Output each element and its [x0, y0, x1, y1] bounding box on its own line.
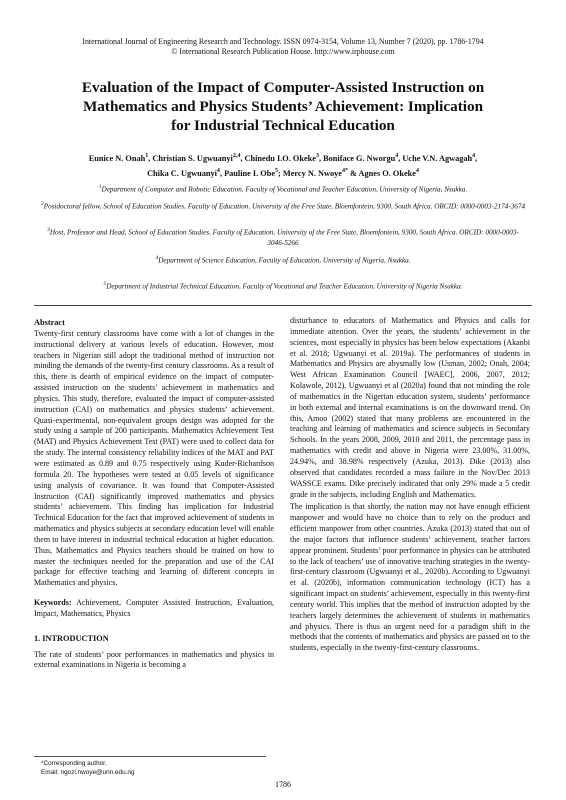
keywords — [34, 598, 274, 620]
left-column — [34, 318, 274, 671]
author-list — [40, 150, 526, 180]
abstract-body: Twenty-first century classrooms have come with a lot of changes in the instructional delivery at various levels of education. However, most teachers in Nigerian still adopt the traditional method of instruction not minding the demands of the twenty-first century classrooms. As a result of this, there is dearth of empirical evidence on the impact of computer-assisted instruction on the students’ achievement in mathematics and physics. This study, therefore, evaluated the impact of computer-assisted instruction (CAI) on mathematics and physics students’ achievement. Quasi-experimental, non-equivalent groups design was adopted for the study using a sample of 200 participants. Mathematics Achievement Test (MAT) and Physics Achievement Test (PAT) were used to collect data for the study. The internal consistency reliability indices of the MAT and PAT were estimated as 0.89 and 0.75 respectively using Kuder-Richardson formula 20. The hypotheses were tested at 0.05 levels of significance using analysis of covariance. It was found that Computer-Assisted Instruction (CAI) significantly improved mathematics and physics students’ achievement. This finding has implication for Industrial Technical Education for the fact that improved achievement of students in mathematics and physics subjects at secondary education level will enable them to have interest in industrial technical education at higher education. Thus, Mathematics and Physics teachers should be trained on how to master the techniques needed for the preparation and use of the CAI package for effective teaching and learning of different concepts in Mathematics and physics. — [34, 328, 275, 588]
affiliation-1: $^1$Department of Computer and Robotic Education, Faculty of Vocational and Teacher Education, University of Nigeria, Nsukka. — [98, 184, 468, 194]
introduction-heading: 1. INTRODUCTION — [34, 633, 109, 643]
affiliation-2: $^2$Postdoctoral fellow, School of Education Studies, Faculty of Education, University of the Free State, Bloemfontein, 9300, South Africa. ORCID: 0000-0003-2174-3674 — [40, 201, 526, 211]
author: Chinedu I.O. Okeke$^3$, — [244, 153, 324, 163]
footnote-divider — [34, 756, 266, 757]
journal-header-line2: © International Research Publication House. http://www.irphouse.com — [171, 47, 395, 56]
author: Pauline I. Obe$^5$; — [224, 167, 283, 178]
corresponding-email: Email: ngozi.nwoye@unn.edu.ng — [41, 769, 135, 776]
author: Christian S. Ugwuanyi$^{2,4}$, — [152, 153, 245, 163]
keywords-text: Achievement, Computer Assisted Instruction, Evaluation, Impact, Mathematics, Physics — [34, 598, 274, 618]
page-number: 1786 — [275, 780, 291, 789]
introduction-paragraph-1-continued: disturbance to educators of Mathematics and Physics and calls for immediate attention. Over the years, the students’ achievement in the sciences, most especially in physics has been below expectations (Akanbi et al. 2018; Ugwuanyi et al. 2019a). The performances of students in Mathematics and Physics are abysmally low (Usman, 2002; Onah, 2004; West African Examination Council [WAEC], 2006, 2007, 2012; Kolawole, 2012). Ugwuanyi et al (2020a) found that not minding the role of mathematics in the Nigerian education system, students’ performance in both external and internal examinations is on the downward trend. On this, Amoo (2002) stated that many problems are encountered in the teaching and learning of mathematics and science subjects in Secondary Schools. In the years 2008, 2009, 2010 and 2011, the percentage pass in mathematics with credit and above in Nigeria were 23.00%, 31.00%, 24.94%, and 38.98% respectively (Azuka, 2013). Dike (2013) also observed that candidates recorded a mass failure in the Nov/Dec 2013 WASSCE exams. Dike precisely indicated that only 29% made a 5 credit grade in the subjects, including English and Mathematics. — [290, 316, 530, 499]
journal-header-line1: International Journal of Engineering Research and Technology. ISSN 0974-3154, Volume 13, Number 7 (2020), pp. 1786-1794 — [82, 37, 484, 46]
keywords-label: Keywords: — [34, 598, 72, 608]
author: Agnes O. Okeke$^4$ — [358, 167, 419, 178]
paper-title — [40, 78, 526, 135]
header-divider — [34, 305, 532, 306]
author: Boniface G. Nworgu$^4$, — [323, 153, 403, 163]
introduction-paragraph-2: The implication is that shortly, the nation may not have enough efficient manpower and would have no choice than to rely on the product and efficient manpower from other countries. Azuka (2013) stated that out of the major factors that influence students’ achievement, teacher factors appear prominent. Students’ poor performance in physics can be attributed to the lack of teachers’ use of innovative teaching strategies in the twenty-first-century classroom (Ugwuanyi et al., 2020b). According to Ugwuanyi et al. (2020b), information communication technology (ICT) has a significant impact on students’ achievement, especially in this twenty-first century world. This implies that the method of instruction adopted by the teachers largely determines the achievement of students in mathematics and physics. There is thus an urgent need for a paradigm shift in the methods that the contents of mathematics and physics are passed on to the students, especially in the twenty-first-century classrooms. — [290, 502, 530, 653]
right-column — [290, 316, 530, 654]
affiliation-5: $^5$Department of Industrial Technical Education, Faculty of Vocational and Teacher Education, University of Nigeria Nsukka. — [103, 281, 463, 291]
introduction-paragraph-1-start: The rate of students’ poor performances in mathematics and physics in external examinations in Nigeria is becoming a — [34, 649, 274, 670]
title-line-2: Mathematics and Physics Students’ Achievement: Implication — [82, 98, 484, 115]
affiliation-3: $^3$Host, Professor and Head, School of Education Studies, Faculty of Education, University of the Free State, Bloemfontein, 9300, South Africa. ORCID: 0000-0003-3046-5266 — [47, 227, 519, 247]
title-line-1: Evaluation of the Impact of Computer-Assisted Instruction on — [81, 79, 485, 96]
corresponding-author-note: *Corresponding author. — [41, 760, 107, 767]
author: Eunice N. Onah$^1$, — [88, 153, 153, 163]
affiliation-4: $^4$Department of Science Education, Faculty of Education, University of Nigeria, Nsukka. — [155, 255, 411, 265]
author: Chika C. Ugwuanyi$^4$, — [147, 167, 225, 178]
abstract-heading: Abstract — [34, 318, 65, 327]
author: Mercy N. Nwoye$^{4*}$ & — [282, 167, 359, 178]
title-line-3: for Industrial Technical Education — [171, 117, 395, 134]
author: Uche V.N. Agwagah$^4$, — [402, 153, 478, 163]
